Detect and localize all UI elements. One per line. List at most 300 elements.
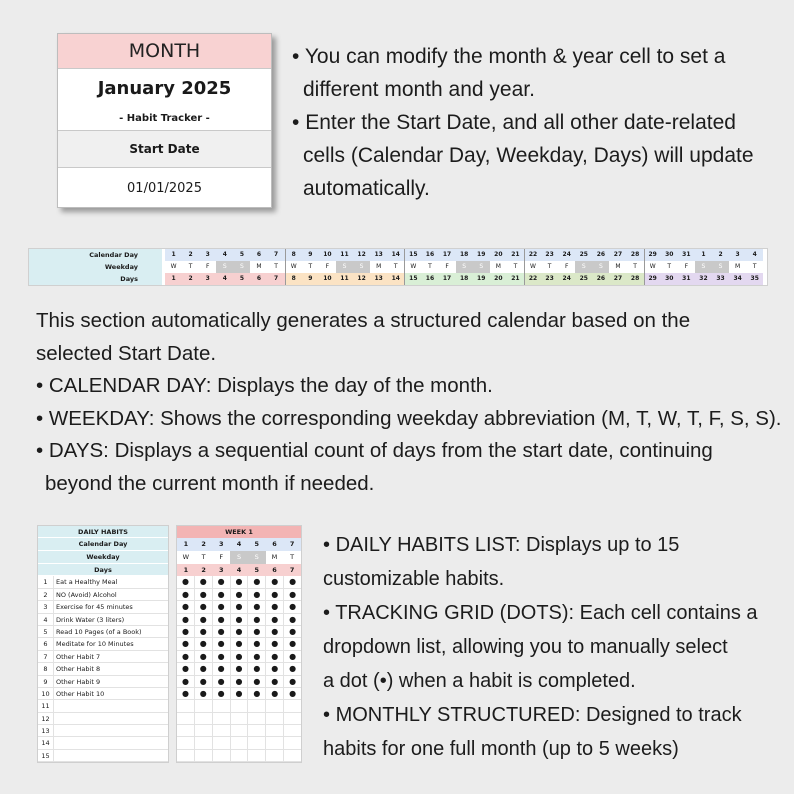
week-day-count: 3 bbox=[212, 564, 230, 577]
empty-tracking-cell[interactable] bbox=[248, 700, 266, 712]
strip-calendar-day: 21 bbox=[507, 249, 524, 261]
habit-dot-cell[interactable]: ● bbox=[213, 688, 231, 700]
tracking-row bbox=[177, 651, 301, 663]
habit-dot-cell[interactable]: ● bbox=[231, 614, 249, 626]
note-line bbox=[323, 698, 793, 732]
tracking-row bbox=[177, 601, 301, 613]
strip-day-column bbox=[182, 249, 199, 285]
strip-weekday: T bbox=[274, 263, 278, 270]
strip-weekday: F bbox=[684, 263, 689, 270]
empty-tracking-cell[interactable] bbox=[231, 750, 249, 762]
habit-dot-cell[interactable]: ● bbox=[213, 626, 231, 638]
habit-dot-cell[interactable]: ● bbox=[248, 614, 266, 626]
bullet-glyph: • bbox=[36, 439, 49, 462]
strip-row-labels bbox=[29, 249, 162, 285]
empty-tracking-cell[interactable] bbox=[177, 725, 195, 737]
habit-name[interactable]: Meditate for 10 Minutes bbox=[56, 640, 134, 649]
note-line bbox=[292, 40, 782, 73]
habit-name[interactable]: Eat a Healthy Meal bbox=[56, 578, 118, 587]
week-calendar-day: 2 bbox=[195, 538, 213, 551]
habit-dot-cell[interactable]: ● bbox=[266, 688, 284, 700]
habit-name[interactable]: Drink Water (3 liters) bbox=[56, 615, 125, 624]
habit-dot-cell[interactable]: ● bbox=[231, 663, 249, 675]
week-tracking-grid bbox=[176, 525, 302, 763]
habit-row bbox=[38, 725, 168, 737]
strip-day-count: 10 bbox=[319, 273, 336, 285]
empty-tracking-cell[interactable] bbox=[195, 737, 213, 749]
habit-dot-cell[interactable]: ● bbox=[177, 614, 195, 626]
habit-dot-cell[interactable]: ● bbox=[195, 676, 213, 688]
strip-day-column bbox=[695, 249, 712, 285]
strip-day-column bbox=[661, 249, 678, 285]
habit-dot-cell[interactable]: ● bbox=[177, 576, 195, 588]
note-text: different month and year. bbox=[303, 78, 535, 101]
strip-day-column bbox=[302, 249, 319, 285]
week-calendar-day: 7 bbox=[283, 538, 301, 551]
week-calendar-day: 1 bbox=[177, 538, 195, 551]
habit-dot-cell[interactable]: ● bbox=[195, 688, 213, 700]
habit-name[interactable] bbox=[54, 750, 56, 761]
habit-label-calendar-day: Calendar Day bbox=[38, 538, 168, 551]
empty-tracking-cell[interactable] bbox=[177, 700, 195, 712]
habit-dot-cell[interactable]: ● bbox=[248, 663, 266, 675]
week-calendar-day-row bbox=[177, 538, 301, 551]
strip-calendar-day: 1 bbox=[695, 249, 712, 261]
week-day-count: 5 bbox=[248, 564, 266, 577]
habit-dot-cell[interactable]: ● bbox=[195, 651, 213, 663]
habit-dot-cell[interactable]: ● bbox=[195, 601, 213, 613]
habit-name[interactable]: Other Habit 7 bbox=[56, 652, 101, 661]
strip-day-column bbox=[439, 249, 456, 285]
note-line bbox=[292, 172, 782, 205]
start-date-label: Start Date bbox=[58, 131, 271, 168]
habit-dot-cell[interactable]: ● bbox=[266, 651, 284, 663]
strip-day-column bbox=[199, 249, 216, 285]
note-text: DAYS: Displays a sequential count of days from the start date, continuing bbox=[48, 439, 713, 462]
habit-number: 3 bbox=[38, 601, 54, 612]
habit-dot-cell[interactable]: ● bbox=[213, 576, 231, 588]
empty-tracking-cell[interactable] bbox=[248, 725, 266, 737]
strip-weekday: T bbox=[393, 263, 398, 270]
habit-dot-cell[interactable]: ● bbox=[195, 626, 213, 638]
habit-dot-cell[interactable]: ● bbox=[195, 576, 213, 588]
strip-weekday: M bbox=[615, 263, 621, 270]
strip-day-count: 30 bbox=[661, 273, 678, 285]
strip-day-count: 33 bbox=[712, 273, 729, 285]
habit-dot-cell[interactable]: ● bbox=[248, 638, 266, 650]
empty-tracking-cell[interactable] bbox=[195, 713, 213, 725]
strip-calendar-day: 30 bbox=[661, 249, 678, 261]
strip-day-column bbox=[627, 249, 644, 285]
strip-calendar-day: 22 bbox=[525, 249, 541, 261]
strip-weekday: M bbox=[256, 263, 262, 270]
strip-calendar-day: 5 bbox=[233, 249, 250, 261]
week-calendar-day: 4 bbox=[230, 538, 248, 551]
strip-day-count: 26 bbox=[592, 273, 609, 285]
strip-day-column bbox=[541, 249, 558, 285]
start-date-cell[interactable]: 01/01/2025 bbox=[127, 180, 202, 196]
empty-tracking-cell[interactable] bbox=[248, 737, 266, 749]
strip-day-column bbox=[370, 249, 387, 285]
habit-dot-cell[interactable]: ● bbox=[248, 688, 266, 700]
habit-dot-cell[interactable]: ● bbox=[213, 651, 231, 663]
habit-name[interactable]: Other Habit 10 bbox=[56, 689, 105, 698]
strip-day-count: 35 bbox=[746, 273, 763, 285]
habit-number: 8 bbox=[38, 663, 54, 674]
strip-day-count: 12 bbox=[353, 273, 370, 285]
habit-number: 12 bbox=[38, 713, 54, 724]
note-line bbox=[323, 630, 793, 664]
habit-dot-cell[interactable]: ● bbox=[284, 638, 301, 650]
habit-dot-cell[interactable]: ● bbox=[213, 638, 231, 650]
strip-day-count: 3 bbox=[199, 273, 216, 285]
habit-dot-cell[interactable]: ● bbox=[231, 688, 249, 700]
note-line bbox=[323, 562, 793, 596]
strip-calendar-day: 29 bbox=[645, 249, 661, 261]
note-text: dropdown list, allowing you to manually select bbox=[323, 636, 728, 658]
empty-tracking-cell[interactable] bbox=[266, 725, 284, 737]
strip-calendar-day: 17 bbox=[439, 249, 456, 261]
strip-day-count: 2 bbox=[182, 273, 199, 285]
habit-name[interactable] bbox=[54, 700, 56, 711]
empty-tracking-cell[interactable] bbox=[248, 750, 266, 762]
habit-dot-cell[interactable]: ● bbox=[284, 688, 301, 700]
daily-habits-header: DAILY HABITS bbox=[38, 526, 168, 538]
tracker-subtitle: - Habit Tracker - bbox=[58, 107, 271, 131]
habit-dot-cell[interactable]: ● bbox=[231, 576, 249, 588]
note-line bbox=[323, 596, 793, 630]
empty-tracking-cell[interactable] bbox=[195, 700, 213, 712]
empty-tracking-cell[interactable] bbox=[213, 725, 231, 737]
habit-name[interactable] bbox=[54, 737, 56, 748]
strip-calendar-day: 12 bbox=[353, 249, 370, 261]
strip-weekday: T bbox=[513, 263, 518, 270]
strip-weekday: F bbox=[206, 263, 210, 270]
strip-calendar-day: 20 bbox=[490, 249, 507, 261]
strip-calendar-day: 4 bbox=[746, 249, 763, 261]
bullet-glyph: • bbox=[36, 406, 49, 430]
note-line bbox=[292, 139, 782, 172]
strip-day-column bbox=[592, 249, 609, 285]
strip-day-count: 11 bbox=[336, 273, 353, 285]
habit-row bbox=[38, 663, 168, 675]
empty-tracking-cell[interactable] bbox=[266, 713, 284, 725]
bullet-glyph: • bbox=[292, 111, 306, 134]
tracking-row bbox=[177, 576, 301, 588]
week-days-row bbox=[177, 564, 301, 577]
habit-row bbox=[38, 700, 168, 712]
habit-number: 13 bbox=[38, 725, 54, 736]
strip-weekday: F bbox=[445, 263, 449, 270]
habit-dot-cell[interactable]: ● bbox=[284, 576, 301, 588]
strip-calendar-day: 9 bbox=[302, 249, 319, 261]
habit-dot-cell[interactable]: ● bbox=[248, 676, 266, 688]
note-text: cells (Calendar Day, Weekday, Days) will update bbox=[303, 144, 754, 167]
habit-dot-cell[interactable]: ● bbox=[284, 663, 301, 675]
strip-weekday: S bbox=[473, 261, 490, 273]
habit-dot-cell[interactable]: ● bbox=[213, 676, 231, 688]
strip-day-count: 19 bbox=[473, 273, 490, 285]
strip-weekday: W bbox=[290, 263, 297, 270]
habit-number: 4 bbox=[38, 614, 54, 625]
habit-dot-cell[interactable]: ● bbox=[195, 614, 213, 626]
tracking-row bbox=[177, 688, 301, 700]
habit-dot-cell[interactable]: ● bbox=[248, 601, 266, 613]
habit-dot-cell[interactable]: ● bbox=[231, 676, 249, 688]
empty-tracking-cell[interactable] bbox=[231, 713, 249, 725]
note-line bbox=[36, 305, 786, 338]
note-text: TRACKING GRID (DOTS): Each cell contains a bbox=[335, 602, 758, 624]
habit-dot-cell[interactable]: ● bbox=[266, 576, 284, 588]
habit-row bbox=[38, 651, 168, 663]
habit-dot-cell[interactable]: ● bbox=[231, 651, 249, 663]
empty-tracking-cell[interactable] bbox=[284, 737, 301, 749]
note-text: beyond the current month if needed. bbox=[45, 471, 375, 495]
note-text: selected Start Date. bbox=[36, 341, 217, 365]
habit-dot-cell[interactable]: ● bbox=[177, 651, 195, 663]
strip-day-column bbox=[609, 249, 626, 285]
note-text: WEEKDAY: Shows the corresponding weekday abbreviation (M, T, W, T, F, S, S). bbox=[48, 406, 782, 430]
empty-tracking-cell[interactable] bbox=[195, 725, 213, 737]
note-text: customizable habits. bbox=[323, 568, 505, 590]
tracking-row bbox=[177, 626, 301, 638]
strip-day-column bbox=[456, 249, 473, 285]
top-notes bbox=[292, 40, 782, 205]
habit-dot-cell[interactable]: ● bbox=[177, 589, 195, 601]
week-day-count: 2 bbox=[195, 564, 213, 577]
habit-dot-cell[interactable]: ● bbox=[266, 663, 284, 675]
strip-weekday: T bbox=[308, 263, 313, 270]
strip-calendar-day: 2 bbox=[182, 249, 199, 261]
strip-calendar-day: 6 bbox=[250, 249, 267, 261]
habit-dot-cell[interactable]: ● bbox=[266, 589, 284, 601]
strip-day-column bbox=[404, 249, 421, 285]
strip-weekday: W bbox=[410, 263, 417, 270]
empty-tracking-cell[interactable] bbox=[266, 750, 284, 762]
strip-weekday: T bbox=[188, 263, 193, 270]
strip-day-column bbox=[319, 249, 336, 285]
habit-dot-cell[interactable]: ● bbox=[231, 638, 249, 650]
habit-dot-cell[interactable]: ● bbox=[248, 576, 266, 588]
tracking-row bbox=[177, 638, 301, 650]
habit-dot-cell[interactable]: ● bbox=[213, 614, 231, 626]
bullet-glyph: • bbox=[292, 45, 305, 68]
empty-tracking-cell[interactable] bbox=[284, 750, 301, 762]
note-text: Enter the Start Date, and all other date-related bbox=[305, 111, 736, 134]
habit-row bbox=[38, 688, 168, 700]
habit-row bbox=[38, 614, 168, 626]
week-weekday: F bbox=[219, 552, 224, 561]
strip-weekday: W bbox=[530, 263, 536, 270]
strip-weekday: S bbox=[233, 261, 250, 273]
note-line bbox=[36, 403, 786, 436]
empty-tracking-cell[interactable] bbox=[195, 750, 213, 762]
habit-name[interactable]: Read 10 Pages (of a Book) bbox=[56, 627, 142, 636]
strip-weekday: S bbox=[575, 261, 592, 273]
note-text: MONTHLY STRUCTURED: Designed to track bbox=[335, 704, 742, 726]
strip-calendar-day: 2 bbox=[712, 249, 729, 261]
habit-label-weekday: Weekday bbox=[38, 551, 168, 564]
habit-dot-cell[interactable]: ● bbox=[266, 626, 284, 638]
empty-tracking-cell[interactable] bbox=[177, 713, 195, 725]
strip-day-column bbox=[421, 249, 438, 285]
strip-weekday: S bbox=[353, 261, 370, 273]
habit-name[interactable]: Other Habit 8 bbox=[56, 665, 101, 674]
habit-dot-cell[interactable]: ● bbox=[284, 601, 301, 613]
month-card bbox=[57, 33, 272, 208]
strip-weekday: W bbox=[170, 263, 177, 270]
strip-weekday: F bbox=[564, 263, 569, 270]
empty-tracking-cell[interactable] bbox=[266, 700, 284, 712]
strip-calendar-day: 10 bbox=[319, 249, 336, 261]
empty-tracking-cell[interactable] bbox=[213, 750, 231, 762]
habit-dot-cell[interactable]: ● bbox=[248, 651, 266, 663]
empty-tracking-cell[interactable] bbox=[213, 700, 231, 712]
week-day-count: 4 bbox=[230, 564, 248, 577]
strip-day-column bbox=[250, 249, 267, 285]
strip-calendar-day: 14 bbox=[387, 249, 404, 261]
week-weekday: S bbox=[230, 551, 248, 564]
note-text: habits for one full month (up to 5 weeks) bbox=[323, 738, 679, 760]
habit-name[interactable] bbox=[54, 725, 56, 736]
habit-dot-cell[interactable]: ● bbox=[284, 614, 301, 626]
strip-day-column bbox=[285, 249, 302, 285]
habit-dot-cell[interactable]: ● bbox=[195, 638, 213, 650]
empty-tracking-cell[interactable] bbox=[213, 713, 231, 725]
habit-label-days: Days bbox=[38, 564, 168, 577]
habit-dot-cell[interactable]: ● bbox=[248, 589, 266, 601]
strip-weekday: S bbox=[456, 261, 473, 273]
strip-calendar-day: 23 bbox=[541, 249, 558, 261]
strip-day-count: 21 bbox=[507, 273, 524, 285]
week-day-count: 6 bbox=[266, 564, 284, 577]
daily-habits-table bbox=[37, 525, 169, 763]
habit-dot-cell[interactable]: ● bbox=[248, 626, 266, 638]
strip-calendar-day: 3 bbox=[199, 249, 216, 261]
calendar-strip bbox=[28, 248, 768, 286]
strip-day-count: 29 bbox=[645, 273, 661, 285]
strip-day-count: 24 bbox=[558, 273, 575, 285]
strip-weekday: S bbox=[216, 261, 233, 273]
note-text: DAILY HABITS LIST: Displays up to 15 bbox=[335, 534, 680, 556]
strip-day-count: 7 bbox=[268, 273, 285, 285]
habit-dot-cell[interactable]: ● bbox=[213, 601, 231, 613]
empty-tracking-cell[interactable] bbox=[231, 725, 249, 737]
habit-name[interactable] bbox=[54, 713, 56, 724]
week-weekday: M bbox=[271, 552, 278, 561]
week-weekday: T bbox=[201, 552, 206, 561]
habit-name[interactable]: NO (Avoid) Alcohol bbox=[56, 590, 117, 599]
habit-dot-cell[interactable]: ● bbox=[231, 626, 249, 638]
tracking-row bbox=[177, 614, 301, 626]
habit-dot-cell[interactable]: ● bbox=[177, 638, 195, 650]
habit-dot-cell[interactable]: ● bbox=[213, 589, 231, 601]
note-text: automatically. bbox=[303, 177, 430, 200]
habit-dot-cell[interactable]: ● bbox=[266, 614, 284, 626]
strip-calendar-day: 8 bbox=[286, 249, 302, 261]
empty-tracking-cell[interactable] bbox=[266, 737, 284, 749]
habit-dot-cell[interactable]: ● bbox=[213, 663, 231, 675]
empty-tracking-cell[interactable] bbox=[177, 750, 195, 762]
habit-number: 10 bbox=[38, 688, 54, 699]
note-line bbox=[36, 338, 786, 371]
tracking-row bbox=[177, 737, 301, 749]
strip-day-count: 6 bbox=[250, 273, 267, 285]
strip-weekday: S bbox=[712, 261, 729, 273]
empty-tracking-cell[interactable] bbox=[284, 713, 301, 725]
habit-dot-cell[interactable]: ● bbox=[195, 589, 213, 601]
strip-day-count: 1 bbox=[165, 273, 182, 285]
empty-tracking-cell[interactable] bbox=[213, 737, 231, 749]
strip-weekday: F bbox=[325, 263, 330, 270]
habit-dot-cell[interactable]: ● bbox=[284, 589, 301, 601]
habit-row bbox=[38, 601, 168, 613]
strip-day-column bbox=[746, 249, 763, 285]
week-weekday: W bbox=[182, 552, 190, 561]
strip-calendar-day: 4 bbox=[216, 249, 233, 261]
strip-day-column bbox=[524, 249, 541, 285]
habit-dot-cell[interactable]: ● bbox=[266, 601, 284, 613]
habit-row bbox=[38, 589, 168, 601]
strip-weekday: T bbox=[752, 263, 757, 270]
habit-dot-cell[interactable]: ● bbox=[231, 601, 249, 613]
habit-row bbox=[38, 737, 168, 749]
strip-calendar-day: 27 bbox=[609, 249, 626, 261]
empty-tracking-cell[interactable] bbox=[248, 713, 266, 725]
habit-dot-cell[interactable]: ● bbox=[284, 676, 301, 688]
empty-tracking-cell[interactable] bbox=[177, 737, 195, 749]
strip-day-column bbox=[729, 249, 746, 285]
strip-day-count: 17 bbox=[439, 273, 456, 285]
strip-day-count: 25 bbox=[575, 273, 592, 285]
habit-number: 7 bbox=[38, 651, 54, 662]
habit-name[interactable]: Exercise for 45 minutes bbox=[56, 603, 133, 612]
strip-day-count: 16 bbox=[421, 273, 438, 285]
strip-calendar-day: 3 bbox=[729, 249, 746, 261]
habit-dot-cell[interactable]: ● bbox=[231, 589, 249, 601]
empty-tracking-cell[interactable] bbox=[231, 700, 249, 712]
habit-dot-cell[interactable]: ● bbox=[266, 638, 284, 650]
strip-day-column bbox=[490, 249, 507, 285]
habit-row bbox=[38, 576, 168, 588]
strip-day-column bbox=[473, 249, 490, 285]
empty-tracking-cell[interactable] bbox=[284, 725, 301, 737]
habit-number: 14 bbox=[38, 737, 54, 748]
strip-day-count: 14 bbox=[387, 273, 404, 285]
habit-dot-cell[interactable]: ● bbox=[284, 651, 301, 663]
empty-tracking-cell[interactable] bbox=[231, 737, 249, 749]
habit-dot-cell[interactable]: ● bbox=[195, 663, 213, 675]
strip-day-count: 15 bbox=[405, 273, 421, 285]
label-weekday: Weekday bbox=[104, 263, 138, 271]
month-year-cell[interactable]: January 2025 bbox=[97, 77, 232, 99]
note-line bbox=[36, 468, 786, 501]
habit-dot-cell[interactable]: ● bbox=[177, 676, 195, 688]
habit-dot-cell[interactable]: ● bbox=[284, 626, 301, 638]
habit-dot-cell[interactable]: ● bbox=[177, 663, 195, 675]
habit-dot-cell[interactable]: ● bbox=[177, 601, 195, 613]
habit-dot-cell[interactable]: ● bbox=[177, 688, 195, 700]
strip-day-column bbox=[644, 249, 661, 285]
strip-day-column bbox=[233, 249, 250, 285]
habit-dot-cell[interactable]: ● bbox=[266, 676, 284, 688]
habit-name[interactable]: Other Habit 9 bbox=[56, 677, 101, 686]
strip-calendar-day: 24 bbox=[558, 249, 575, 261]
note-line bbox=[323, 528, 793, 562]
empty-tracking-cell[interactable] bbox=[284, 700, 301, 712]
habit-dot-cell[interactable]: ● bbox=[177, 626, 195, 638]
strip-calendar-day: 18 bbox=[456, 249, 473, 261]
